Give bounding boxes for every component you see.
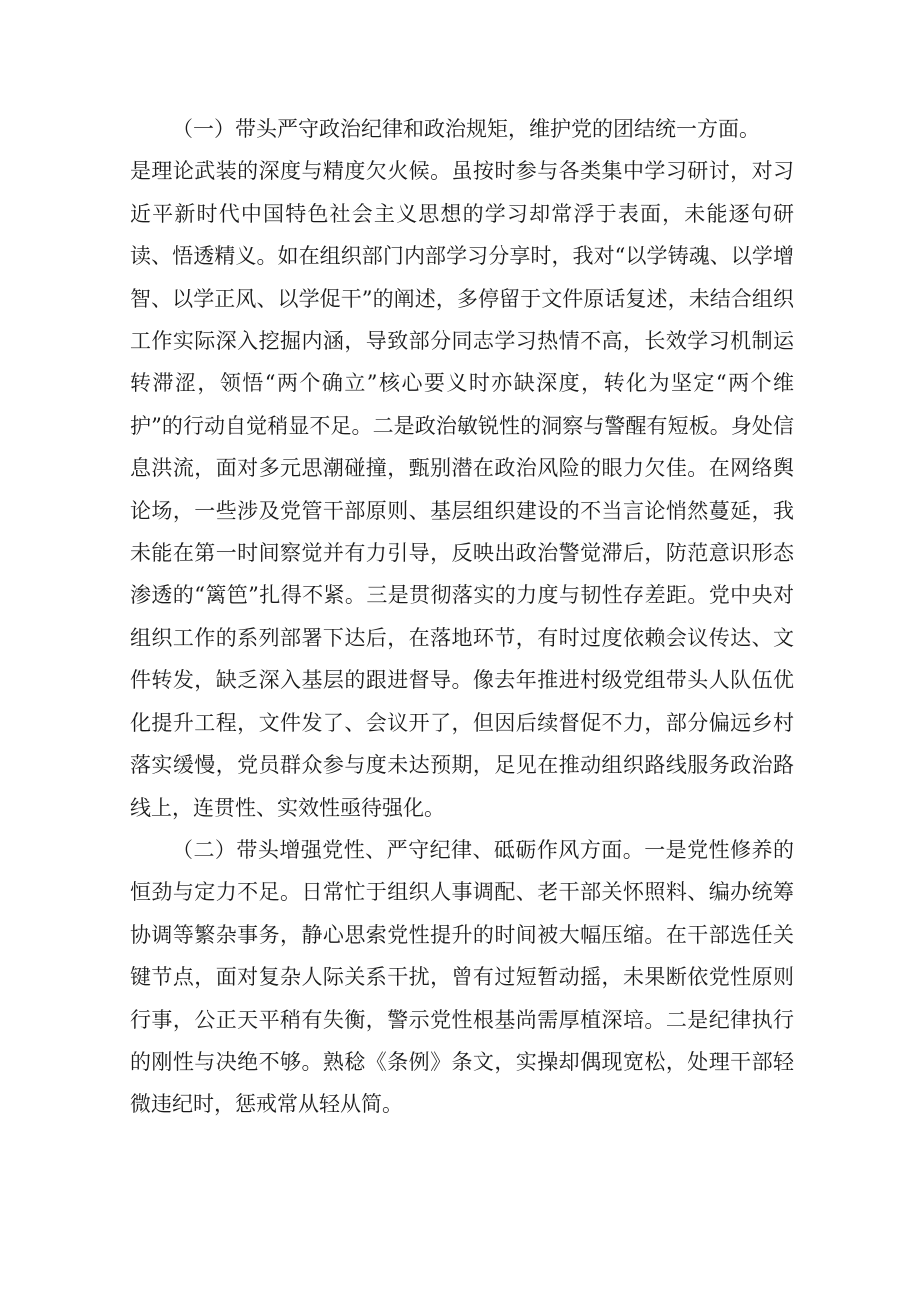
body-paragraph-1: 是理论武装的深度与精度欠火候。虽按时参与各类集中学习研讨，对习近平新时代中国特色社会主义思想的学习却常浮于表面，未能逐句研读、悟透精义。如在组织部门内部学习分享时，我对“以学铸魂、以学增智、以学正风、以学促干”的阐述，多停留于文件原话复述，未结合组织工作实际深入挖掘内涵，导致部分同志学习热情不高，长效学习机制运转滞涩，领悟“两个确立”核心要义时亦缺深度，转化为坚定“两个维护”的行动自觉稍显不足。二是政治敏锐性的洞察与警醒有短板。身处信息洪流，面对多元思潮碰撞，甄别潜在政治风险的眼力欠佳。在网络舆论场，一些涉及党管干部原则、基层组织建设的不当言论悄然蔓延，我未能在第一时间察觉并有力引导，反映出政治警觉滞后，防范意识形态渗透的“篱笆”扎得不紧。三是贯彻落实的力度与韧性存差距。党中央对组织工作的系列部署下达后，在落地环节，有时过度依赖会议传达、文件转发，缺乏深入基层的跟进督导。像去年推进村级党组带头人队伍优化提升工程，文件发了、会议开了，但因后续督促不力，部分偏远乡村落实缓慢，党员群众参与度未达预期，足见在推动组织路线服务政治路线上，连贯性、实效性亟待强化。 xyxy=(130,159,794,820)
body-paragraph-2: （二）带头增强党性、严守纪律、砥砺作风方面。一是党性修养的恒劲与定力不足。日常忙于组织人事调配、老干部关怀照料、编办统筹协调等繁杂事务，静心思索党性提升的时间被大幅压缩。在干部选任关键节点，面对复杂人际关系干扰，曾有过短暂动摇，未果断依党性原则行事，公正天平稍有失衡，警示党性根基尚需厚植深培。二是纪律执行的刚性与决绝不够。熟稔《条例》条文，实操却偶现宽松，处理干部轻微违纪时，惩戒常从轻从简。 xyxy=(130,837,794,1117)
section-heading-1: （一）带头严守政治纪律和政治规矩，维护党的团结统一方面。 xyxy=(172,117,760,141)
document-body xyxy=(130,108,794,1126)
